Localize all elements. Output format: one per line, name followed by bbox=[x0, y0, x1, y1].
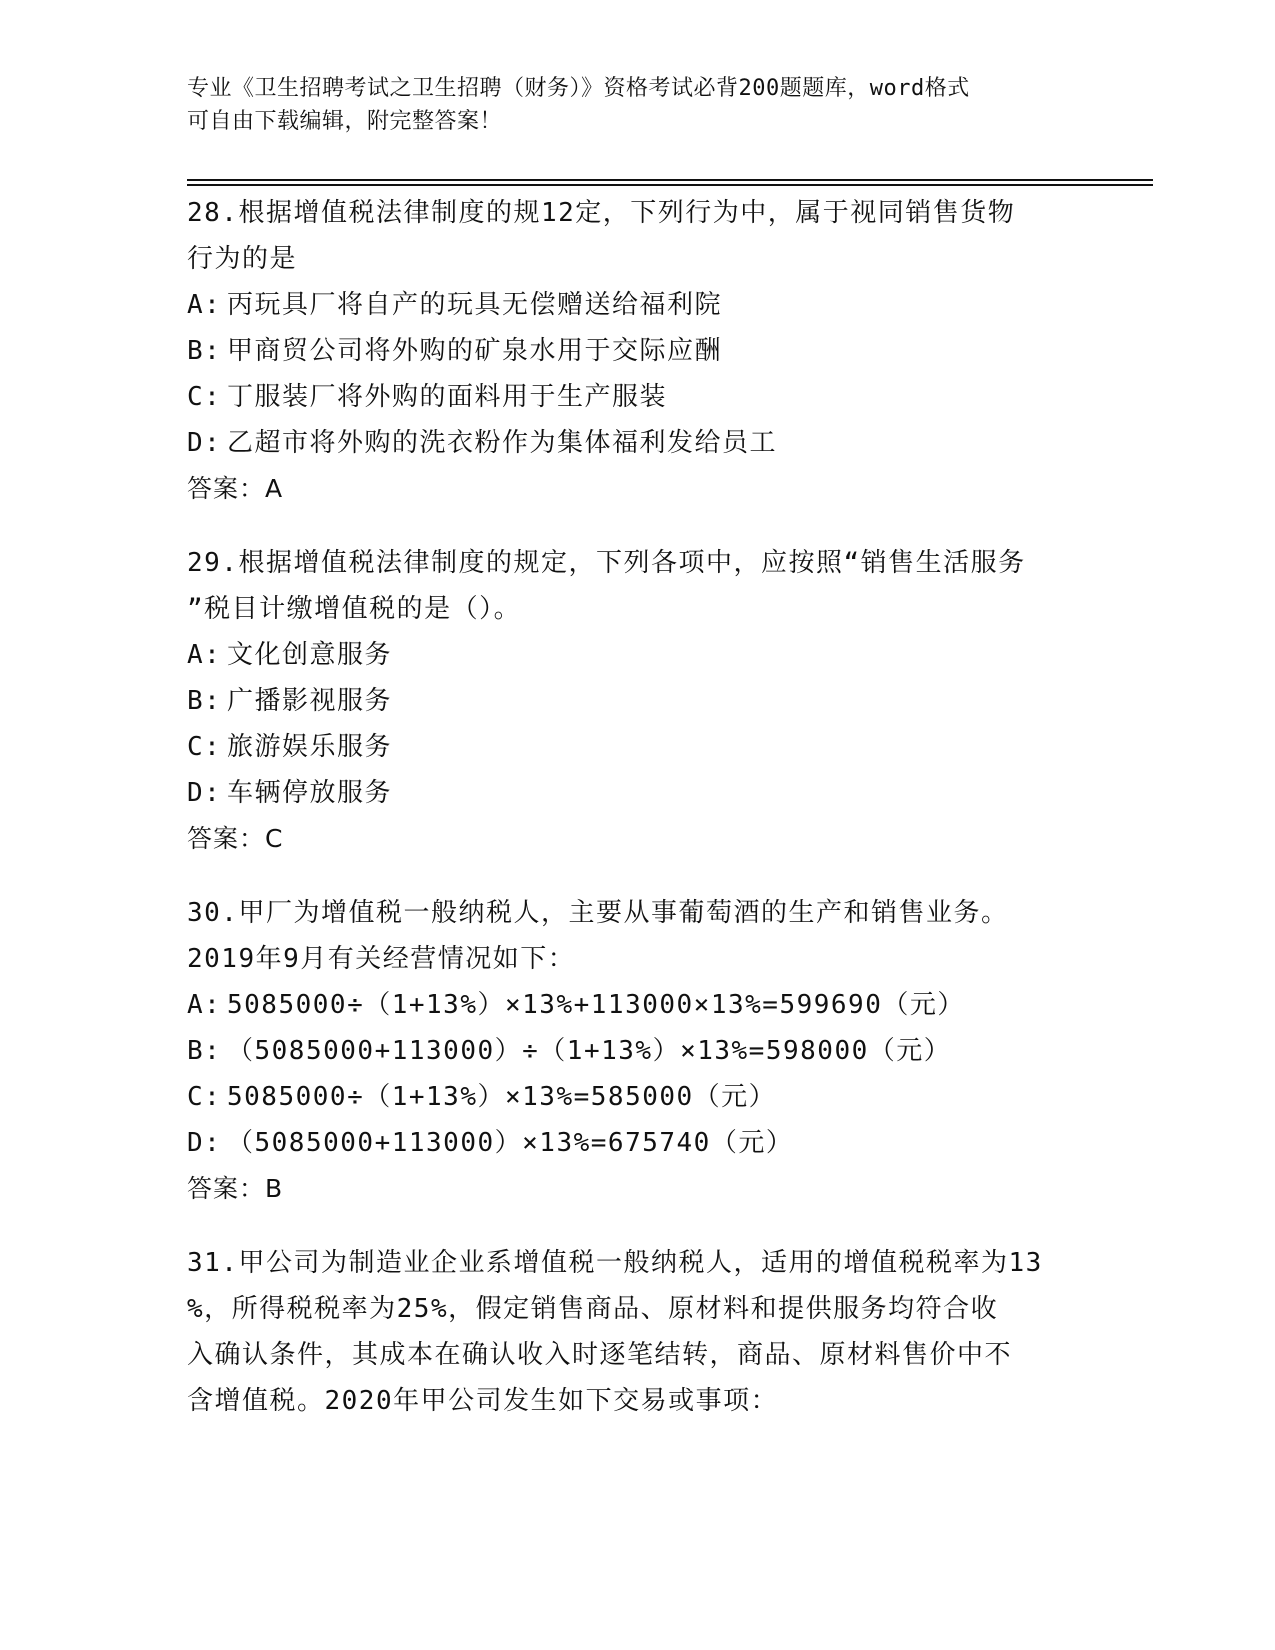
option-letter: B: bbox=[187, 336, 222, 366]
option-text: 车辆停放服务 bbox=[227, 778, 393, 808]
question-stem-line: 入确认条件，其成本在确认收入时逐笔结转，商品、原材料售价中不 bbox=[187, 1340, 1013, 1370]
option-text: 甲商贸公司将外购的矿泉水用于交际应酬 bbox=[227, 336, 723, 366]
question-30 bbox=[187, 890, 1087, 1212]
option-d bbox=[187, 1120, 1087, 1166]
header-divider-top bbox=[187, 179, 1153, 181]
question-29 bbox=[187, 540, 1087, 862]
option-letter: B: bbox=[187, 686, 222, 716]
answer-label: 答案：C bbox=[187, 824, 284, 853]
option-c bbox=[187, 724, 1087, 770]
option-a bbox=[187, 282, 1087, 328]
option-text: （5085000+113000）×13%=675740（元） bbox=[227, 1128, 794, 1158]
header-divider-bottom bbox=[187, 184, 1153, 186]
option-letter: A: bbox=[187, 990, 222, 1020]
option-a bbox=[187, 632, 1087, 678]
option-letter: B: bbox=[187, 1036, 222, 1066]
option-text: 5085000÷（1+13%）×13%+113000×13%=599690（元） bbox=[227, 990, 965, 1020]
question-28 bbox=[187, 190, 1087, 512]
option-d bbox=[187, 420, 1087, 466]
option-text: 文化创意服务 bbox=[227, 640, 393, 670]
option-d bbox=[187, 770, 1087, 816]
option-letter: C: bbox=[187, 382, 222, 412]
option-text: 乙超市将外购的洗衣粉作为集体福利发给员工 bbox=[227, 428, 778, 458]
option-letter: A: bbox=[187, 290, 222, 320]
question-31 bbox=[187, 1240, 1087, 1424]
option-c bbox=[187, 374, 1087, 420]
option-c bbox=[187, 1074, 1087, 1120]
option-text: 广播影视服务 bbox=[227, 686, 393, 716]
option-letter: C: bbox=[187, 1082, 222, 1112]
question-stem-line: %，所得税税率为25%，假定销售商品、原材料和提供服务均符合收 bbox=[187, 1294, 999, 1324]
option-b bbox=[187, 678, 1087, 724]
question-stem-line: 2019年9月有关经营情况如下： bbox=[187, 944, 576, 974]
question-stem-line: ”税目计缴增值税的是（）。 bbox=[187, 594, 522, 624]
question-stem-line: 29.根据增值税法律制度的规定，下列各项中，应按照“销售生活服务 bbox=[187, 548, 1026, 578]
option-text: 丁服装厂将外购的面料用于生产服装 bbox=[227, 382, 668, 412]
option-letter: D: bbox=[187, 428, 222, 458]
question-stem-line: 28.根据增值税法律制度的规12定，下列行为中，属于视同销售货物 bbox=[187, 198, 1016, 228]
question-stem-line: 含增值税。2020年甲公司发生如下交易或事项： bbox=[187, 1386, 779, 1416]
question-stem-line: 31.甲公司为制造业企业系增值税一般纳税人，适用的增值税税率为13 bbox=[187, 1248, 1043, 1278]
answer-label: 答案：A bbox=[187, 474, 284, 503]
document-header bbox=[187, 72, 1067, 138]
option-text: 5085000÷（1+13%）×13%=585000（元） bbox=[227, 1082, 777, 1112]
question-stem-line: 行为的是 bbox=[187, 244, 298, 274]
option-a bbox=[187, 982, 1087, 1028]
option-b bbox=[187, 1028, 1087, 1074]
option-letter: D: bbox=[187, 1128, 222, 1158]
option-letter: A: bbox=[187, 640, 222, 670]
option-letter: C: bbox=[187, 732, 222, 762]
option-text: 旅游娱乐服务 bbox=[227, 732, 393, 762]
answer-label: 答案：B bbox=[187, 1174, 284, 1203]
question-stem-line: 30.甲厂为增值税一般纳税人，主要从事葡萄酒的生产和销售业务。 bbox=[187, 898, 1009, 928]
option-text: 丙玩具厂将自产的玩具无偿赠送给福利院 bbox=[227, 290, 723, 320]
header-line-2: 可自由下载编辑，附完整答案！ bbox=[187, 109, 503, 134]
option-b bbox=[187, 328, 1087, 374]
option-letter: D: bbox=[187, 778, 222, 808]
header-line-1: 专业《卫生招聘考试之卫生招聘（财务）》资格考试必背200题题库，word格式 bbox=[187, 76, 970, 101]
option-text: （5085000+113000）÷（1+13%）×13%=598000（元） bbox=[227, 1036, 952, 1066]
